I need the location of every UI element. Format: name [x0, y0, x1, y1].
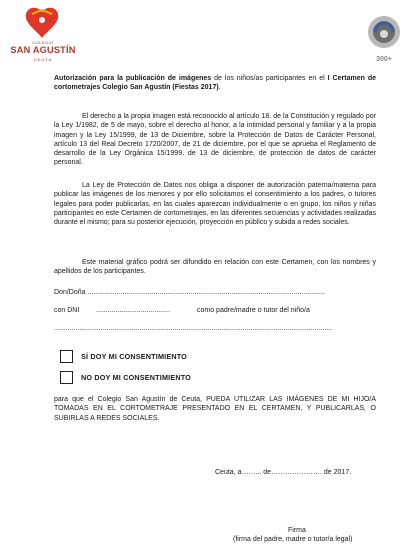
- parent-name-field[interactable]: Don/Doña ..........................................................................................................................: [54, 289, 325, 296]
- title-bold-2: I Certamen de cortometrajes Colegio San Agustín (Fiestas 2017): [54, 75, 377, 92]
- relationship-label: como padre/madre o tutor del niño/a: [197, 307, 310, 314]
- signature-label: Firma: [288, 527, 306, 534]
- title-normal-2: .: [218, 84, 221, 92]
- dni-field[interactable]: ......................................: [96, 307, 170, 314]
- date-line[interactable]: Ceuta, a……... de…………………. de 2017.: [215, 469, 352, 476]
- signature-subtitle: (firma del padre, madre o tutor/a legal): [233, 536, 353, 543]
- consent-no-option[interactable]: [60, 370, 191, 385]
- child-name-field[interactable]: ...............................................................................................................................................: [54, 325, 333, 332]
- consent-yes-checkbox[interactable]: [60, 350, 73, 363]
- consent-statement: para que el Colegio San Agustín de Ceuta, PUEDA UTILIZAR LAS IMÁGENES DE MI HIJO/A TOMADAS EN EL CORTOMETRAJE PRESENTADO EN EL CERTAMEN, Y PUBLICARLAS, O SUBIRLAS A REDES SOCIALES.: [54, 396, 376, 422]
- consent-yes-label: SÍ DOY MI CONSENTIMIENTO: [81, 352, 187, 361]
- anniversary-emblem-icon: [364, 12, 404, 58]
- title-normal-1: de los niños/as participantes en el: [211, 75, 328, 82]
- dni-field-label: con DNI: [54, 307, 80, 314]
- logo-small-text: COLEGIO: [32, 40, 54, 45]
- title-bold-1: Autorización para la publicación de imágenes: [54, 75, 212, 82]
- paragraph-dissemination: Este material gráfico podrá ser difundido en relación con este Certamen, con los nombres y apellidos de los participantes.: [54, 259, 376, 276]
- consent-yes-option[interactable]: [60, 349, 187, 364]
- logo-city: CEUTA: [33, 57, 53, 62]
- consent-no-label: NO DOY MI CONSENTIMIENTO: [81, 373, 191, 382]
- badge-text: 300+: [376, 56, 392, 63]
- school-logo-icon: [22, 6, 62, 40]
- school-logo: [8, 6, 78, 66]
- document-title: [54, 74, 376, 93]
- consent-no-checkbox[interactable]: [60, 371, 73, 384]
- paragraph-legal-basis: El derecho a la propia imagen está reconocido al artículo 18. de la Constitución y regulado por la Ley 1/1982, de 5 de mayo, sobre el derecho al honor, a la intimidad personal y familiar y a la propia imagen y la Ley 15/1999, de 13 de Diciembre, sobre la Protección de Datos de Carácter Personal, artículo 13 del Real Decreto 1720/2007, de 21 de diciembre, por el que se aprueba el Reglamento de desarrollo de la Ley Orgánica 15/1999, de 13 de diciembre, de protección de datos de carácter personal.: [54, 113, 376, 167]
- logo-name: SAN AGUSTÍN: [10, 45, 76, 55]
- paragraph-data-protection: La Ley de Protección de Datos nos obliga a disponer de autorización paterna/materna para publicar las imágenes de los menores y por ello solicitamos el consentimiento a los padres, o tutores legales para poder publicarlas, en las cuales aparezcan individualmente o en grupo, los niños y niñas participantes en este Certamen de cortometrajes, en las diferentes secuencias y actividades realizadas durante el mismo; para su posterior ejecución, proyección en público y subida a redes sociales.: [54, 182, 376, 227]
- anniversary-badge: [364, 12, 404, 67]
